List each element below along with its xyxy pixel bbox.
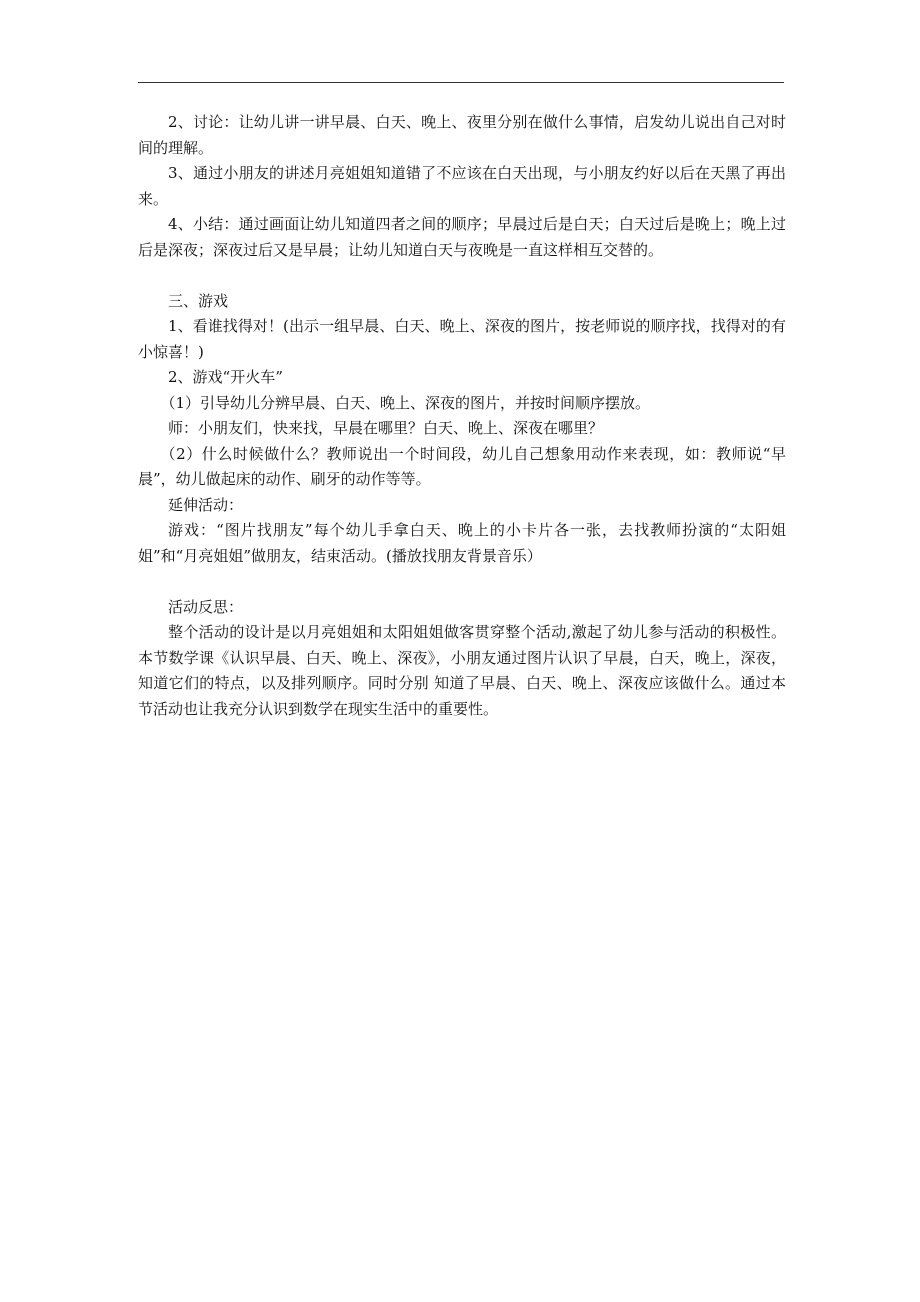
paragraph-teacher-prompt: 师：小朋友们，快来找，早晨在哪里？白天、晚上、深夜在哪里？ [168, 419, 604, 437]
paragraph-game-2-step-2: （2）什么时候做什么？教师说出一个时间段，幼儿自己想象用动作来表现，如：教师说“早晨”，幼儿做起床的动作、刷牙的动作等等。 [138, 444, 786, 488]
header-rule [138, 82, 784, 83]
paragraph-game-2: 2、游戏“开火车” [168, 368, 283, 386]
paragraph-extension: 游戏：“图片找朋友”每个幼儿手拿白天、晚上的小卡片各一张，去找教师扮演的“太阳姐姐”和“月亮姐姐”做朋友，结束活动。(播放找朋友背景音乐） [138, 521, 786, 565]
paragraph-moon-sister: 3、通过小朋友的讲述月亮姐姐知道错了不应该在白天出现，与小朋友约好以后在天黑了再出来。 [138, 164, 786, 208]
paragraph-discussion: 2、讨论：让幼儿讲一讲早晨、白天、晚上、夜里分别在做什么事情，启发幼儿说出自己对时间的理解。 [138, 113, 786, 157]
paragraph-reflection: 整个活动的设计是以月亮姐姐和太阳姐姐做客贯穿整个活动,激起了幼儿参与活动的积极性。本节数学课《认识早晨、白天、晚上、深夜》，小朋友通过图片认识了早晨，白天，晚上，深夜，知道它们的特点，以及排列顺序。同时分别 知道了早晨、白天、晚上、深夜应该做什么。通过本节活动也让我充分认识到数学在现实生活中的重要性。 [138, 623, 786, 718]
paragraph-gap [138, 569, 786, 595]
section-heading-games: 三、游戏 [168, 291, 229, 310]
extension-heading: 延伸活动： [168, 495, 244, 514]
paragraph-summary: 4、小结：通过画面让幼儿知道四者之间的顺序；早晨过后是白天；白天过后是晚上；晚上过后是深夜；深夜过后又是早晨；让幼儿知道白天与夜晚是一直这样相互交替的。 [138, 215, 786, 259]
paragraph-game-2-step-1: （1）引导幼儿分辨早晨、白天、晚上、深夜的图片，并按时间顺序摆放。 [160, 393, 651, 412]
document-body [138, 110, 786, 722]
paragraph-gap [138, 263, 786, 289]
reflection-heading: 活动反思： [168, 597, 244, 616]
paragraph-game-1: 1、看谁找得对！(出示一组早晨、白天、晚上、深夜的图片，按老师说的顺序找，找得对的有小惊喜！) [138, 317, 786, 361]
